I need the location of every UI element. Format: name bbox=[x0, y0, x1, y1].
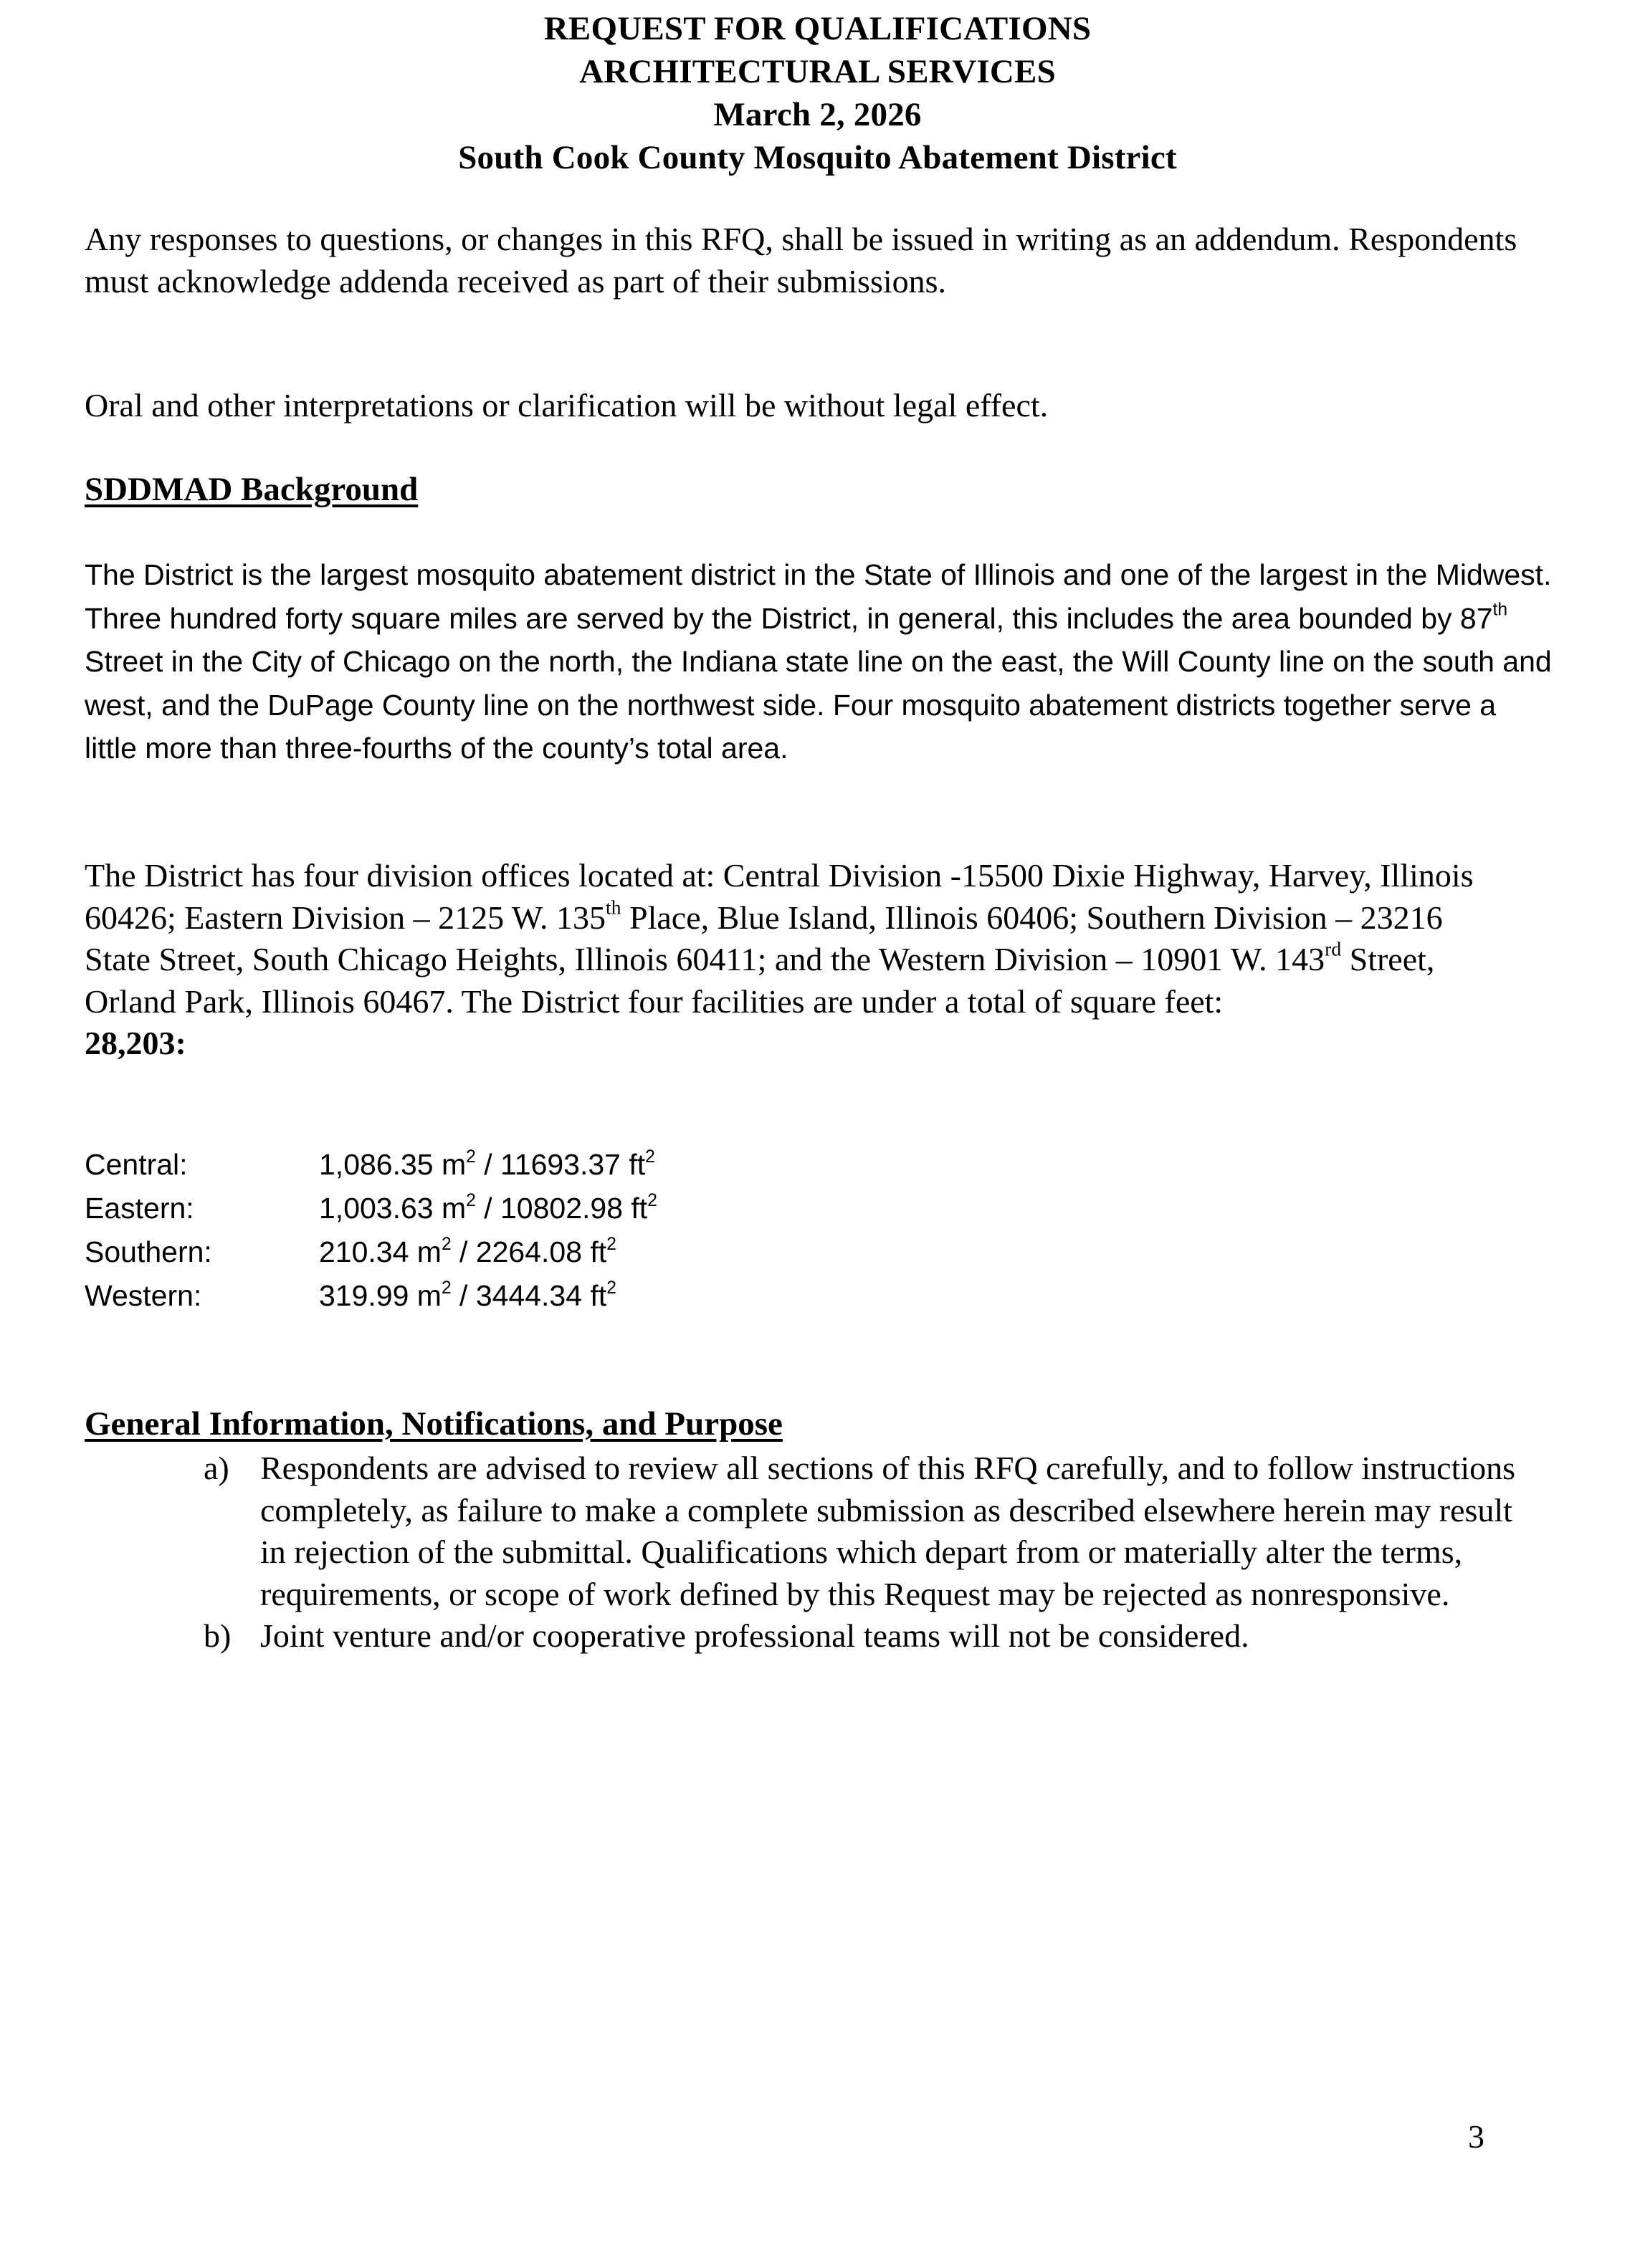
background-text: Street in the City of Chicago on the north, the Indiana state line on the east, the Will County line on the south and west, and the DuPage County line on the northwest side. Four mosquito abatement districts together serve a little more than three-fourths of the county’s total area. bbox=[85, 645, 1552, 765]
list-item-text: Respondents are advised to review all sections of this RFQ carefully, and to follow instructions completely, as failure to make a complete submission as described elsewhere herein may result in rejection of the submittal. Qualifications which depart from or materially alter the terms, requirements, or scope of work defined by this Request may be rejected as nonresponsive. bbox=[260, 1450, 1516, 1612]
area-value: 1,086.35 $m^2 / 11693.37$ $ft^2$ bbox=[319, 1147, 655, 1181]
total-square-feet: 28,203: bbox=[85, 1025, 186, 1061]
ordinal-suffix: th bbox=[606, 895, 621, 918]
section-heading-general-information: General Information, Notifications, and Purpose bbox=[85, 1405, 783, 1442]
header-subtitle: ARCHITECTURAL SERVICES bbox=[579, 53, 1056, 90]
header-title: REQUEST FOR QUALIFICATIONS bbox=[543, 10, 1092, 47]
page-number: 3 bbox=[1468, 2118, 1484, 2155]
area-value: 210.34 $m^2 / 2264.08$ $ft^2$ bbox=[319, 1234, 616, 1268]
header-date: March 2, 2026 bbox=[713, 96, 922, 133]
list-item bbox=[85, 1448, 1532, 1615]
offices-text: Street, Orland Park, Illinois 60467. The District four facilities are under a total of square feet: bbox=[85, 941, 1435, 1020]
section-heading-background: SDDMAD Background bbox=[85, 471, 419, 508]
intro-paragraph-interpretations: Oral and other interpretations or clarification will be without legal effect. bbox=[85, 387, 1049, 424]
header-organization: South Cook County Mosquito Abatement District bbox=[458, 139, 1177, 176]
area-value: 319.99 $m^2 / 3444.34$ $ft^2$ bbox=[319, 1278, 616, 1312]
offices-text: The District has four division offices located at: Central Division -15500 Dixie Highway, Harvey, Illinois 60426; Eastern Division – 2125 W. 135 bbox=[85, 857, 1474, 936]
general-information-list bbox=[85, 1448, 1532, 1657]
background-paragraph-district bbox=[85, 553, 1554, 770]
background-paragraph-offices bbox=[85, 855, 1511, 1065]
background-text: The District is the largest mosquito abatement district in the State of Illinois and one of the largest in the Midwest. Three hundred forty square miles are served by the District, in general, this includes the area bounded by 87 bbox=[85, 558, 1552, 635]
list-marker: b) bbox=[204, 1617, 232, 1654]
area-value: 1,003.63 $m^2 / 10802.98$ $ft^2$ bbox=[319, 1190, 657, 1225]
document-header bbox=[0, 7, 1635, 179]
ordinal-suffix: th bbox=[1492, 600, 1508, 620]
area-row-eastern bbox=[85, 1187, 657, 1230]
area-row-central bbox=[85, 1143, 657, 1187]
area-label: Southern: bbox=[85, 1235, 212, 1268]
list-item-text: Joint venture and/or cooperative professional teams will not be considered. bbox=[260, 1617, 1249, 1654]
intro-paragraph-addenda: Any responses to questions, or changes in this RFQ, shall be issued in writing as an addendum. Respondents must acknowledge addenda received as part of their submissions. bbox=[85, 221, 1517, 300]
ordinal-suffix: rd bbox=[1325, 937, 1342, 960]
area-label: Western: bbox=[85, 1279, 202, 1312]
area-label: Eastern: bbox=[85, 1192, 194, 1225]
offices-text: Place, Blue Island, Illinois 60406; Southern Division – 23216 State Street, South Chicago Heights, Illinois 60411; and the Western Division – 10901 W. 143 bbox=[85, 899, 1443, 977]
list-marker: a) bbox=[204, 1450, 229, 1486]
area-row-western bbox=[85, 1274, 657, 1318]
facility-area-table bbox=[85, 1143, 657, 1318]
list-item bbox=[85, 1615, 1532, 1657]
area-row-southern bbox=[85, 1230, 657, 1274]
area-label: Central: bbox=[85, 1148, 188, 1181]
